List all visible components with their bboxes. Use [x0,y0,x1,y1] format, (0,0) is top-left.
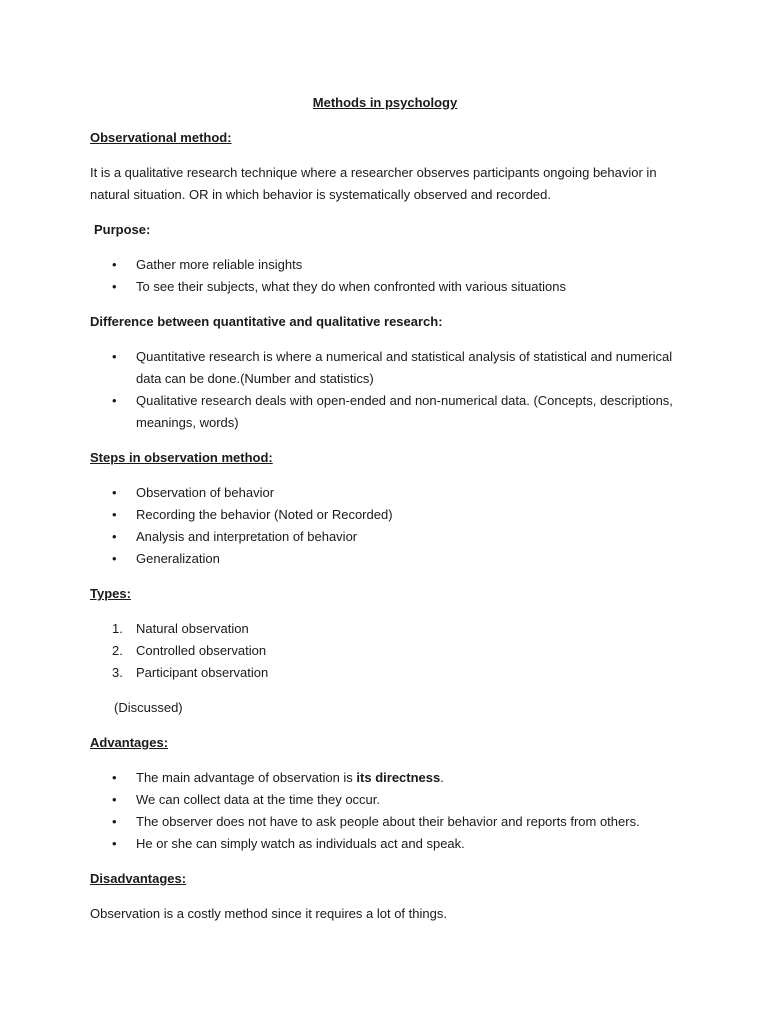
page-title: Methods in psychology [312,95,458,110]
list-number: 2. [112,643,123,658]
list-item: • We can collect data at the time they occur. [90,789,690,811]
list-item: • Analysis and interpretation of behavior [90,526,690,548]
observational-method-heading: Observational method: [90,130,232,145]
list-item: 1. Natural observation [90,618,690,640]
advantages-list [90,767,690,855]
difference-heading: Difference between quantitative and qualitative research: [90,314,443,329]
disadvantages-heading: Disadvantages: [90,871,187,886]
observational-definition: It is a qualitative research technique where a researcher observes participants ongoing behavior in natural situation. OR in which behavior is systematically observed and recorded. [90,165,657,202]
list-item: • Qualitative research deals with open-ended and non-numerical data. (Concepts, descriptions, meanings, words) [90,390,690,434]
list-item: • Quantitative research is where a numerical and statistical analysis of statistical and numerical data can be done.(Number and statistics) [90,346,690,390]
types-list [90,618,690,684]
list-item: • Recording the behavior (Noted or Recorded) [90,504,690,526]
bullet-icon: • [112,279,117,294]
bullet-icon: • [112,529,117,544]
list-item: • The observer does not have to ask people about their behavior and reports from others. [90,811,690,833]
list-number: 1. [112,621,123,636]
bullet-icon: • [112,393,117,408]
list-item: • Observation of behavior [90,482,690,504]
list-number: 3. [112,665,123,680]
bullet-icon: • [112,770,117,785]
bullet-icon: • [112,485,117,500]
steps-heading: Steps in observation method: [90,450,273,465]
bullet-icon: • [112,349,117,364]
bullet-icon: • [112,551,117,566]
purpose-heading: Purpose: [94,222,151,237]
purpose-list [90,254,690,298]
bullet-icon: • [112,814,117,829]
types-note: (Discussed) [114,700,183,715]
list-item: 2. Controlled observation [90,640,690,662]
list-item: 3. Participant observation [90,662,690,684]
list-item: • Gather more reliable insights [90,254,690,276]
advantages-heading: Advantages: [90,735,169,750]
disadvantages-text: Observation is a costly method since it requires a lot of things. [90,906,447,921]
types-heading: Types: [90,586,131,601]
list-item: • He or she can simply watch as individuals act and speak. [90,833,690,855]
bullet-icon: • [112,507,117,522]
emphasis-text: its directness [356,770,441,785]
bullet-icon: • [112,257,117,272]
bullet-icon: • [112,836,117,851]
difference-list [90,346,690,434]
list-item: • The main advantage of observation is its directness. [90,767,690,789]
list-item: • Generalization [90,548,690,570]
bullet-icon: • [112,792,117,807]
steps-list [90,482,690,570]
document-page [90,92,690,938]
list-item: • To see their subjects, what they do when confronted with various situations [90,276,690,298]
